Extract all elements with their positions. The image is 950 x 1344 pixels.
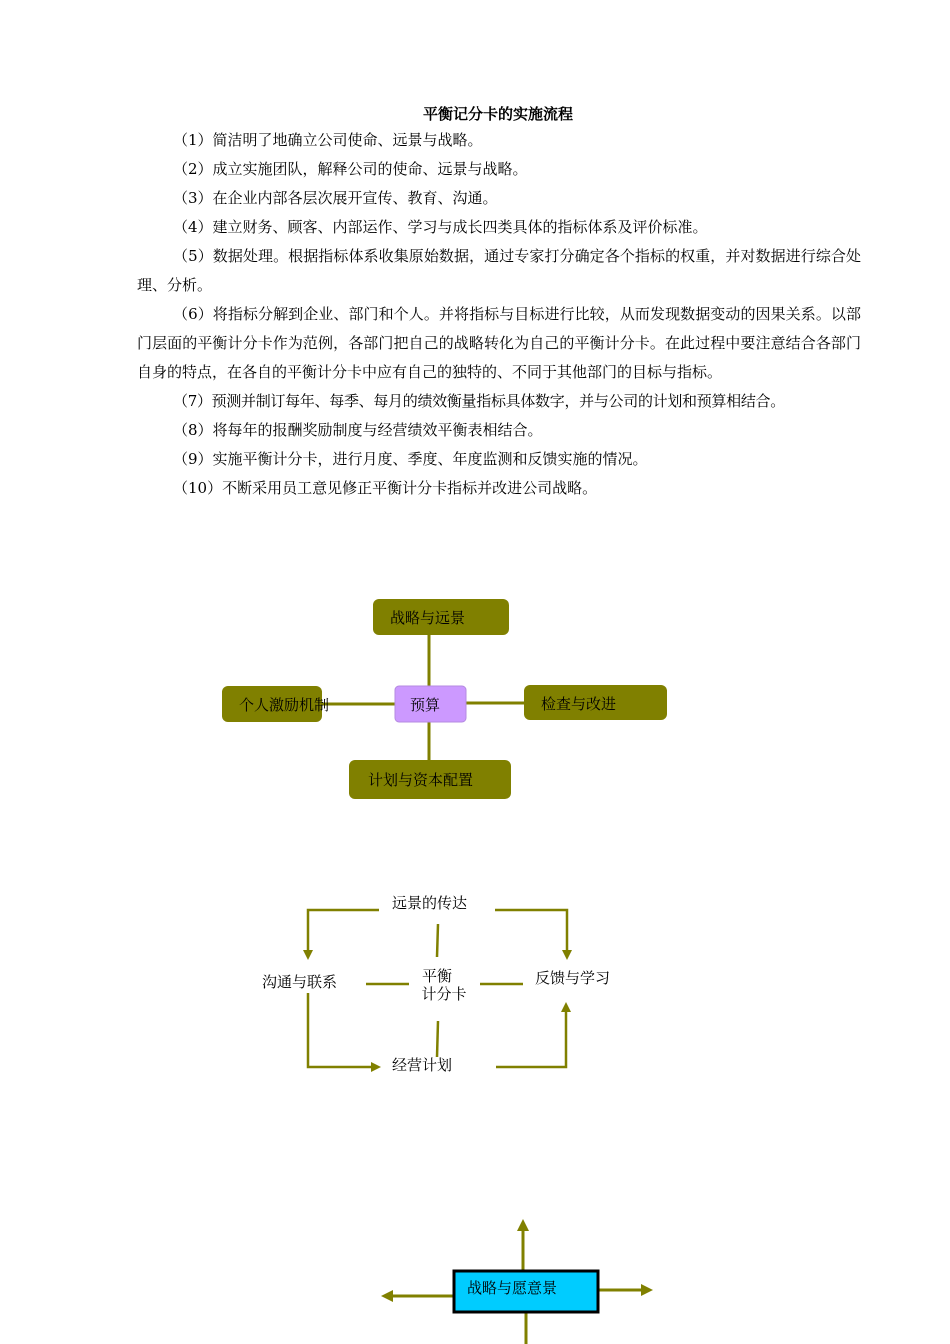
paragraph-7: （7）预测并制订每年、每季、每月的绩效衡量指标具体数字，并与公司的计划和预算相结合。 xyxy=(173,392,785,410)
budget-label: 预算 xyxy=(410,696,441,714)
arrow-up-icon xyxy=(517,1219,529,1231)
arrow-right-icon xyxy=(641,1284,653,1296)
feedback-learning-label: 反馈与学习 xyxy=(535,969,611,987)
paragraph-1: （1）简洁明了地确立公司使命、远景与战略。 xyxy=(173,131,483,149)
document-title: 平衡记分卡的实施流程 xyxy=(422,105,573,123)
strategy-vision-label: 战略与远景 xyxy=(390,609,466,627)
paragraph-4: （4）建立财务、顾客、内部运作、学习与成长四类具体的指标体系及评价标准。 xyxy=(173,218,708,236)
strategy-vision-will-label: 战略与愿意景 xyxy=(467,1279,558,1297)
scorecard-line-1: 平衡 xyxy=(421,967,452,985)
personal-incentive-label: 个人激励机制 xyxy=(239,696,330,714)
arrow-left-icon xyxy=(381,1290,393,1302)
plan-capital-label: 计划与资本配置 xyxy=(368,771,474,789)
paragraph-2: （2）成立实施团队，解释公司的使命、远景与战略。 xyxy=(173,160,528,178)
paragraph-8: （8）将每年的报酬奖励制度与经营绩效平衡表相结合。 xyxy=(173,421,543,439)
review-improve-label: 检查与改进 xyxy=(541,695,617,713)
paragraph-3: （3）在企业内部各层次展开宣传、教育、沟通。 xyxy=(173,189,498,207)
paragraph-6: （6）将指标分解到企业、部门和个人。并将指标与目标进行比较，从而发现数据变动的因果关系。以部门层面的平衡计分卡作为范例，各部门把自己的战略转化为自己的平衡计分卡。在此过程中要注意结合各部门自身的特点，在各自的平衡计分卡中应有自己的独特的、不同于其他部门的目标与指标。 xyxy=(137,305,861,381)
scorecard-line-2: 计分卡 xyxy=(421,985,467,1003)
paragraph-9: （9）实施平衡计分卡，进行月度、季度、年度监测和反馈实施的情况。 xyxy=(173,450,648,468)
vision-communication-label: 远景的传达 xyxy=(392,894,468,912)
paragraph-5: （5）数据处理。根据指标体系收集原始数据，通过专家打分确定各个指标的权重，并对数据进行综合处理、分析。 xyxy=(137,247,861,294)
business-plan-label: 经营计划 xyxy=(392,1056,453,1074)
communication-link-label: 沟通与联系 xyxy=(262,973,338,991)
paragraph-10: （10）不断采用员工意见修正平衡计分卡指标并改进公司战略。 xyxy=(173,479,598,497)
